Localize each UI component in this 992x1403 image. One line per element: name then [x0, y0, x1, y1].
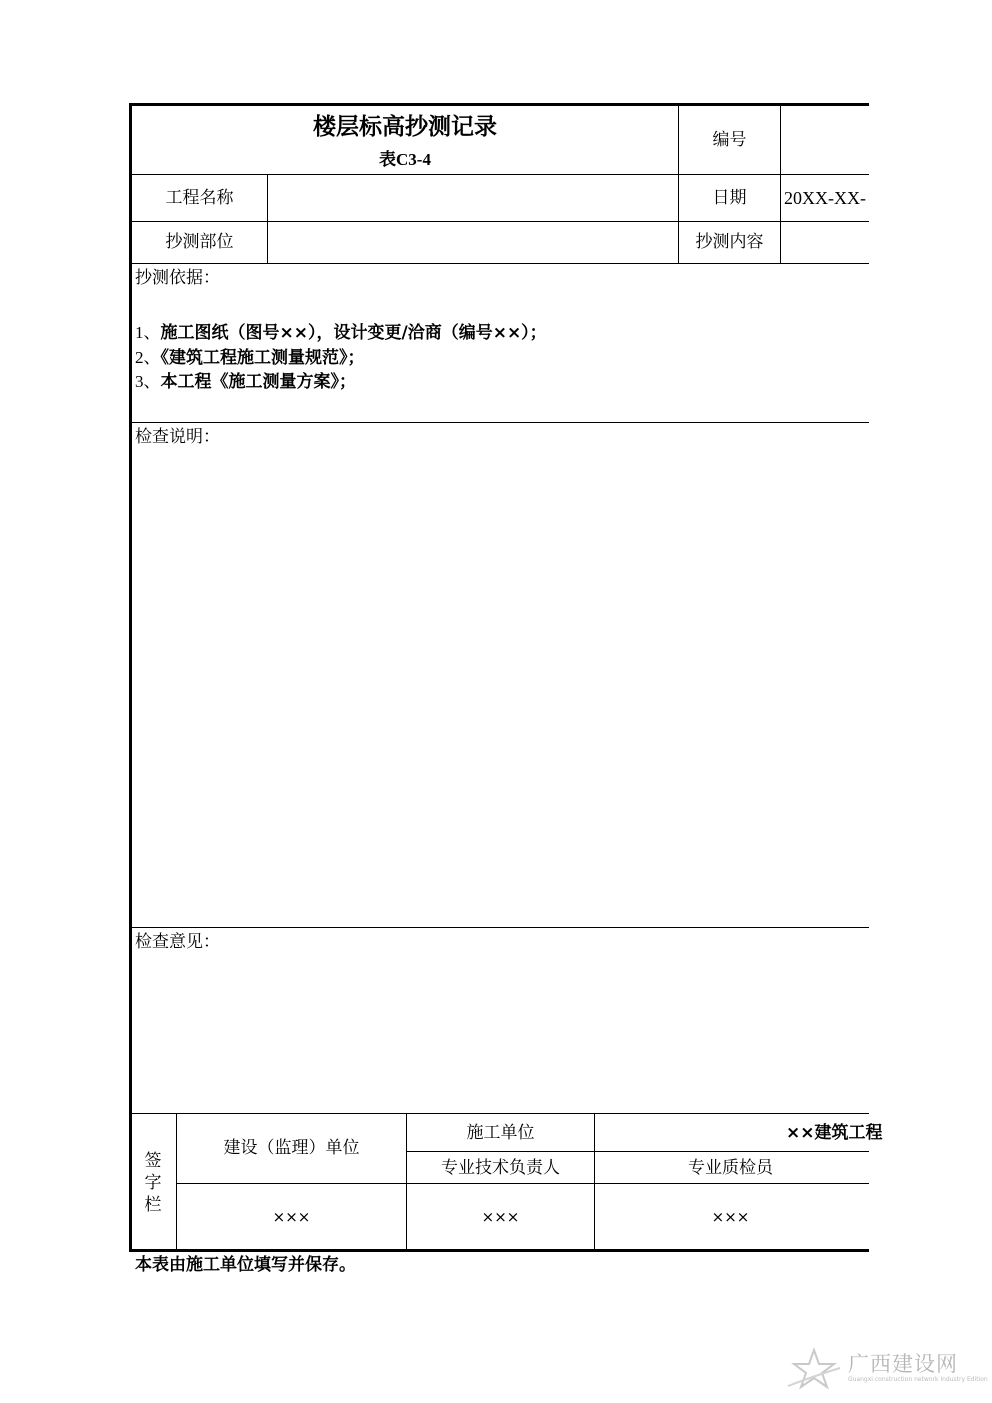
- basis-item: [135, 372, 356, 392]
- col-divider: [267, 175, 268, 263]
- footer-note: 本表由施工单位填写并保存。: [135, 1255, 356, 1275]
- inspection-opinion-heading: 检查意见：: [135, 932, 220, 952]
- construction-unit-label: 施工单位: [466, 1123, 535, 1143]
- basis-item-number: 3、: [135, 372, 161, 391]
- row-divider: [406, 1151, 869, 1152]
- construction-unit-name: ××建筑工程: [786, 1123, 883, 1143]
- supervision-signature[interactable]: ×××: [272, 1208, 311, 1226]
- basis-item-number: 1、: [135, 323, 161, 342]
- basis-item-text: 施工图纸（图号××），设计变更/洽商（编号××）；: [160, 323, 547, 343]
- basis-heading: 抄测依据：: [135, 268, 220, 288]
- row-divider: [176, 1183, 869, 1184]
- quality-inspector-label: 专业质检员: [688, 1158, 773, 1178]
- watermark: [784, 1346, 988, 1396]
- col-divider: [594, 1114, 595, 1250]
- project-name-label: 工程名称: [165, 188, 234, 208]
- basis-item-text: 《建筑工程施工测量规范》；: [160, 348, 365, 368]
- basis-item: [135, 348, 365, 368]
- inspection-description-area[interactable]: [132, 450, 866, 925]
- col-divider: [176, 1114, 177, 1250]
- form-title: 楼层标高抄测记录: [313, 114, 497, 140]
- row-divider: [131, 174, 869, 175]
- date-field[interactable]: 20XX-XX-: [784, 188, 866, 208]
- watermark-name: 广西建设网: [848, 1352, 958, 1376]
- date-label: 日期: [712, 188, 747, 208]
- supervision-unit-label: 建设（监理）单位: [223, 1138, 360, 1158]
- tech-lead-label: 专业技术负责人: [441, 1158, 560, 1178]
- tech-lead-signature[interactable]: ×××: [481, 1208, 520, 1226]
- basis-item-text: 本工程《施工测量方案》；: [160, 372, 356, 392]
- subtitle-prefix: 表: [379, 150, 397, 170]
- col-divider: [780, 105, 781, 263]
- star-logo-icon: [784, 1346, 844, 1394]
- subtitle-code: C3-4: [396, 150, 431, 169]
- watermark-english: Guangxi construction network Industry Edition: [848, 1376, 988, 1383]
- inspection-description-heading: 检查说明：: [135, 427, 220, 447]
- row-divider: [131, 927, 869, 928]
- bottom-border: [129, 1249, 869, 1252]
- basis-item-number: 2、: [135, 348, 161, 367]
- survey-content-label: 抄测内容: [695, 232, 764, 252]
- number-label: 编号: [712, 130, 747, 150]
- basis-item: [135, 323, 547, 343]
- inspector-signature[interactable]: ×××: [711, 1208, 750, 1226]
- form-subtitle: [132, 150, 678, 170]
- inspection-opinion-area[interactable]: [132, 955, 866, 1111]
- row-divider: [131, 422, 869, 423]
- survey-location-label: 抄测部位: [165, 232, 234, 252]
- row-divider: [131, 221, 869, 222]
- signature-column-label: 签字栏: [144, 1151, 162, 1215]
- top-border: [129, 103, 869, 106]
- row-divider: [131, 1113, 869, 1114]
- row-divider: [131, 263, 869, 264]
